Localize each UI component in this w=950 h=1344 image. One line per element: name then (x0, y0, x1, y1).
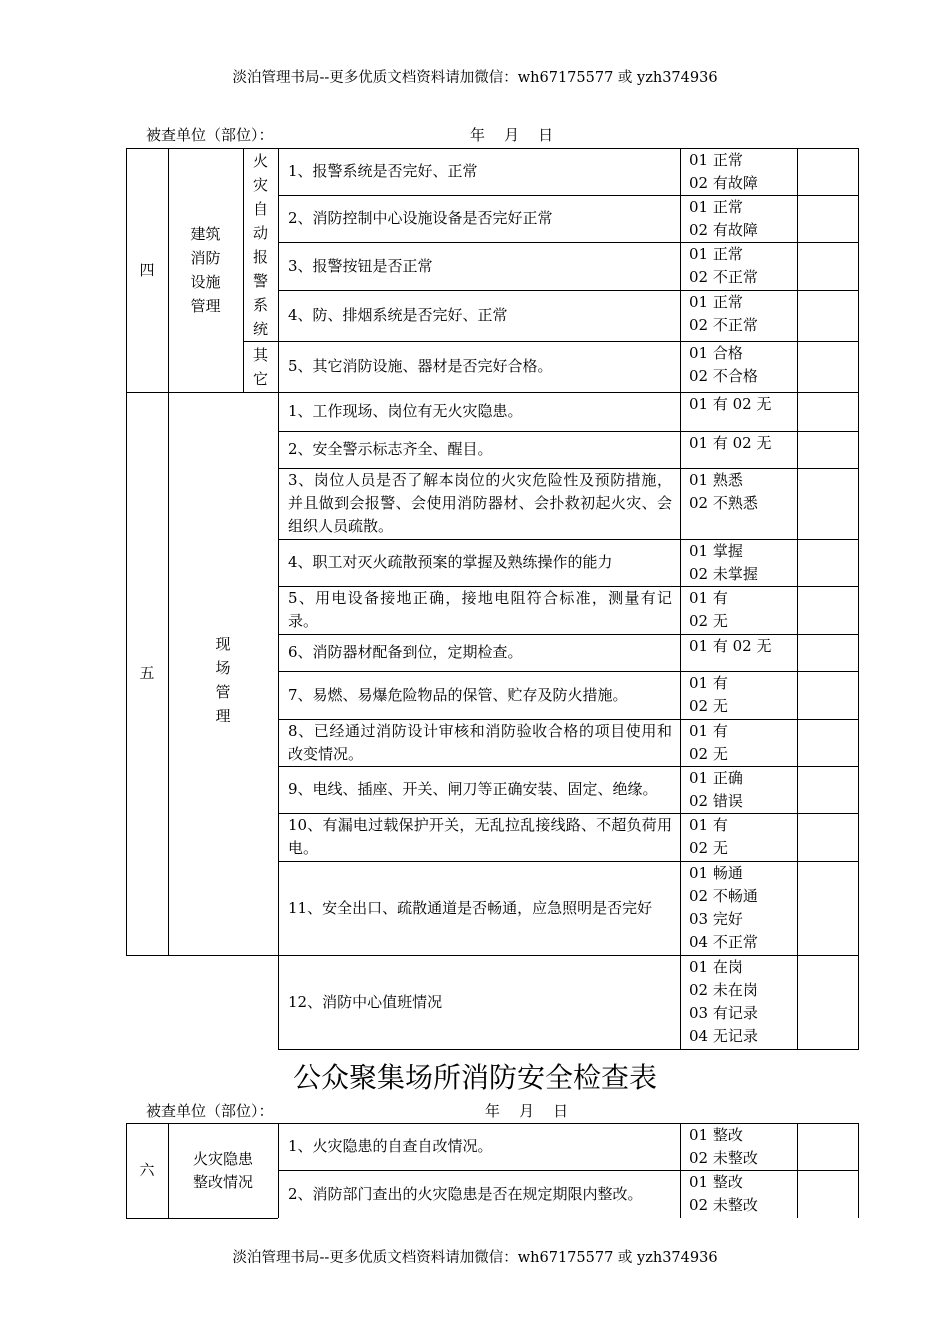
option-list (689, 342, 796, 388)
option-code: 01 有 (689, 816, 728, 834)
table-row-options (689, 432, 796, 469)
table-row-item (288, 861, 672, 955)
option-code: 02 未在岗 (689, 981, 758, 999)
date-label-2: 年 月 日 (485, 1102, 569, 1120)
cell-text: 10、有漏电过载保护开关，无乱拉乱接线路、不超负荷用电。 (288, 816, 672, 857)
cell-text: 五 (139, 664, 155, 682)
date-label: 年 月 日 (470, 126, 554, 144)
option-list (689, 540, 796, 586)
option-code: 02 无 (689, 612, 728, 630)
footer-note: 淡泊管理书局--更多优质文档资料请加微信：wh67175577 或 yzh374936 (232, 1250, 718, 1266)
option-code: 02 不正常 (689, 268, 758, 286)
table-rule (168, 148, 169, 955)
table-rule (278, 290, 858, 291)
option-code: 01 整改 (689, 1126, 743, 1144)
subcategory-label (243, 341, 278, 392)
option-code: 02 无 (689, 697, 728, 715)
table-row-options (689, 635, 796, 672)
option-list (689, 393, 796, 416)
table-rule (126, 392, 859, 393)
table-row-options (689, 291, 796, 342)
inspected-unit-label: 被查单位（部位）： (146, 126, 274, 144)
table-rule (278, 148, 279, 1050)
table-rule (278, 195, 858, 196)
table-row-options (689, 149, 796, 196)
table-row-item (288, 813, 672, 861)
cell-text: 3、报警按钮是否正常 (288, 256, 433, 275)
inspected-unit-label-2: 被查单位（部位）： (146, 1102, 274, 1120)
table-rule (278, 431, 858, 432)
option-list (689, 432, 796, 455)
cell-text: 现 场 管 理 (215, 635, 231, 725)
table-rule (680, 1123, 681, 1218)
table-rule (278, 1049, 859, 1050)
table-row-item (288, 468, 672, 539)
table-row-item (288, 195, 672, 242)
option-code: 01 正常 (689, 198, 743, 216)
cell-text: 四 (139, 260, 155, 279)
table-rule (278, 719, 858, 720)
table-rule (126, 148, 859, 149)
table-rule (126, 148, 127, 956)
option-list (689, 956, 796, 1048)
option-code: 04 无记录 (689, 1027, 758, 1045)
table-row-item (288, 955, 672, 1049)
option-list (689, 814, 796, 860)
table-row-options (689, 196, 796, 243)
table-rule (278, 1170, 858, 1171)
table-row-options (689, 720, 796, 767)
option-code: 02 无 (689, 745, 728, 763)
option-list (689, 862, 796, 954)
cell-text: 1、火灾隐患的自查自改情况。 (288, 1137, 493, 1155)
option-code: 03 有记录 (689, 1004, 758, 1022)
cell-text: 11、安全出口、疏散通道是否畅通，应急照明是否完好 (288, 898, 653, 917)
option-code: 01 有 02 无 (689, 434, 772, 452)
cell-text: 2、消防部门查出的火灾隐患是否在规定期限内整改。 (288, 1184, 643, 1203)
cell-text: 7、易燃、易爆危险物品的保管、贮存及防火措施。 (288, 685, 628, 704)
header-note: 淡泊管理书局--更多优质文档资料请加微信：wh67175577 或 yzh374936 (232, 70, 718, 86)
table-row-options (689, 672, 796, 720)
option-list (689, 291, 796, 337)
table-row-item (288, 1123, 672, 1170)
option-list (689, 243, 796, 289)
option-code: 02 有故障 (689, 221, 758, 239)
table-rule (680, 148, 681, 1049)
table-row-item (288, 719, 672, 766)
table-row-options (689, 862, 796, 956)
option-list (689, 469, 796, 515)
cell-text: 5、用电设备接地正确，接地电阻符合标准，测量有记录。 (288, 589, 672, 630)
section-number (126, 392, 168, 955)
option-code: 02 不合格 (689, 367, 758, 385)
option-list (689, 1171, 796, 1217)
table-row-item (288, 431, 672, 468)
option-code: 03 完好 (689, 910, 743, 928)
table-rule (278, 586, 858, 587)
table-row-options (689, 469, 796, 540)
option-code: 01 在岗 (689, 958, 743, 976)
option-list (689, 587, 796, 633)
table-rule (278, 766, 858, 767)
table-row-options (689, 1171, 796, 1219)
section-number (126, 1123, 168, 1218)
option-code: 01 有 02 无 (689, 637, 772, 655)
cell-text: 3、岗位人员是否了解本岗位的火灾危险性及预防措施，并且做到会报警、会使用消防器材、会扑救初起火灾、会组织人员疏散。 (288, 471, 672, 535)
table-row-item (288, 341, 672, 392)
table-row-options (689, 342, 796, 393)
cell-text: 其 它 (252, 345, 268, 388)
table-rule (168, 1123, 169, 1218)
table-row-item (288, 392, 672, 431)
table-row-options (689, 1124, 796, 1171)
cell-text: 12、消防中心值班情况 (288, 992, 443, 1011)
option-code: 01 有 02 无 (689, 395, 772, 413)
table-rule (858, 1123, 859, 1218)
subcategory-label (243, 148, 278, 341)
option-code: 01 掌握 (689, 542, 743, 560)
category-label (168, 1123, 278, 1218)
table-rule (278, 671, 858, 672)
option-code: 02 未整改 (689, 1196, 758, 1214)
table-row-options (689, 540, 796, 587)
cell-text: 六 (139, 1161, 155, 1179)
option-code: 01 有 (689, 722, 728, 740)
category-label (168, 148, 243, 392)
table-row-options (689, 814, 796, 862)
table-row-item (288, 766, 672, 813)
table-rule (278, 1123, 279, 1218)
table-row-options (689, 243, 796, 291)
table-rule (126, 1123, 127, 1218)
option-list (689, 672, 796, 718)
table-row-item (288, 290, 672, 341)
table-row-item (288, 671, 672, 719)
table-row-options (689, 587, 796, 635)
table-rule (243, 148, 244, 392)
option-code: 01 正常 (689, 293, 743, 311)
cell-text: 5、其它消防设施、器材是否完好合格。 (288, 357, 553, 375)
option-list (689, 767, 796, 813)
option-code: 01 有 (689, 589, 728, 607)
option-code: 02 不正常 (689, 316, 758, 334)
option-code: 01 有 (689, 674, 728, 692)
table-rule (278, 634, 858, 635)
table-rule (126, 955, 859, 956)
cell-text: 建筑 消防 设施 管理 (190, 225, 221, 315)
table-row-item (288, 1170, 672, 1218)
cell-text: 4、防、排烟系统是否完好、正常 (288, 306, 508, 324)
option-list (689, 196, 796, 242)
option-list (689, 1124, 796, 1170)
cell-text: 2、安全警示标志齐全、醒目。 (288, 440, 493, 458)
table-rule (278, 468, 858, 469)
option-code: 01 正常 (689, 151, 743, 169)
table-row-options (689, 767, 796, 814)
cell-text: 1、报警系统是否完好、正常 (288, 162, 478, 180)
table-rule (797, 148, 798, 1049)
cell-text: 6、消防器材配备到位，定期检查。 (288, 643, 523, 661)
cell-text: 4、职工对灭火疏散预案的掌握及熟练操作的能力 (288, 553, 613, 571)
option-code: 04 不正常 (689, 933, 758, 951)
table-rule (243, 341, 858, 342)
option-list (689, 720, 796, 766)
option-code: 01 畅通 (689, 864, 743, 882)
cell-text: 9、电线、插座、开关、闸刀等正确安装、固定、绝缘。 (288, 780, 658, 798)
category-label (168, 632, 278, 732)
option-code: 02 错误 (689, 792, 743, 810)
table-rule (126, 1123, 859, 1124)
table-row-item (288, 634, 672, 671)
option-code: 01 熟悉 (689, 471, 743, 489)
option-code: 02 不畅通 (689, 887, 758, 905)
option-list (689, 635, 796, 658)
cell-text: 8、已经通过消防设计审核和消防验收合格的项目使用和改变情况。 (288, 721, 672, 763)
option-code: 02 无 (689, 839, 728, 857)
table-rule (126, 1218, 278, 1219)
table-rule (278, 861, 858, 862)
cell-text: 火灾隐患 整改情况 (192, 1149, 253, 1191)
option-code: 01 正确 (689, 769, 743, 787)
option-code: 02 不熟悉 (689, 494, 758, 512)
table-rule (278, 539, 858, 540)
table-row-options (689, 956, 796, 1050)
table-rule (278, 242, 858, 243)
cell-text: 火 灾 自 动 报 警 系 统 (252, 151, 268, 338)
cell-text: 1、工作现场、岗位有无火灾隐患。 (288, 402, 523, 420)
table-row-item (288, 539, 672, 586)
table-row-item (288, 586, 672, 634)
cell-text: 2、消防控制中心设施设备是否完好正常 (288, 209, 553, 227)
option-code: 02 有故障 (689, 174, 758, 192)
section-number (126, 148, 168, 392)
option-code: 02 未掌握 (689, 565, 758, 583)
option-code: 01 整改 (689, 1173, 743, 1191)
table-rule (858, 148, 859, 1050)
option-list (689, 149, 796, 195)
option-code: 01 正常 (689, 245, 743, 263)
option-code: 02 未整改 (689, 1149, 758, 1167)
table-rule (797, 1123, 798, 1218)
option-code: 01 合格 (689, 344, 743, 362)
table-row-item (288, 242, 672, 290)
table-row-options (689, 393, 796, 432)
table-rule (278, 813, 858, 814)
table-row-item (288, 148, 672, 195)
section-title: 公众聚集场所消防安全检查表 (292, 1061, 657, 1094)
